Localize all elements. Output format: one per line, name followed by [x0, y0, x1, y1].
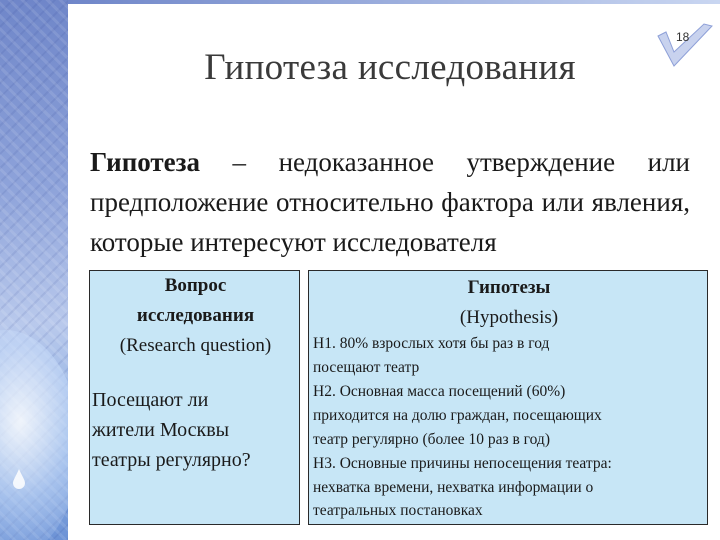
hypotheses-heading-line2: (Hypothesis): [459, 307, 559, 328]
definition-term: Гипотеза: [90, 147, 201, 177]
hypotheses-heading-line1: Гипотезы: [467, 277, 551, 298]
question-line: Посещают ли: [92, 389, 209, 411]
question-heading-line1: Вопрос: [164, 275, 227, 296]
question-heading-line2: исследования: [136, 305, 255, 326]
definition-paragraph: [90, 142, 690, 262]
question-line: жители Москвы: [92, 419, 230, 441]
slide-number: 18: [676, 30, 690, 44]
hypothesis-line: театральных постановках: [313, 502, 483, 519]
hypothesis-line: театр регулярно (более 10 раз в год): [313, 431, 550, 448]
hypotheses-panel: [308, 270, 708, 525]
slide-title: Гипотеза исследования: [204, 47, 576, 88]
hypothesis-line: Н3. Основные причины непосещения театра:: [313, 455, 612, 472]
hypothesis-line: Н1. 80% взрослых хотя бы раз в год: [313, 335, 550, 352]
question-heading-line3: (Research question): [119, 335, 272, 356]
decorative-side-strip: [0, 0, 68, 540]
hypothesis-line: приходится на долю граждан, посещающих: [313, 407, 602, 424]
question-line: театры регулярно?: [92, 449, 251, 471]
research-question-panel: [89, 270, 300, 525]
hypothesis-line: нехватка времени, нехватка информации о: [313, 479, 594, 496]
definition-text: – недоказанное утверждение или предположение относительно фактора или явления, которые интересуют исследователя: [90, 147, 690, 257]
top-rule: [68, 0, 720, 4]
water-drop-icon: [12, 468, 26, 490]
hypothesis-line: Н2. Основная масса посещений (60%): [313, 383, 566, 400]
hypothesis-line: посещают театр: [313, 359, 420, 376]
